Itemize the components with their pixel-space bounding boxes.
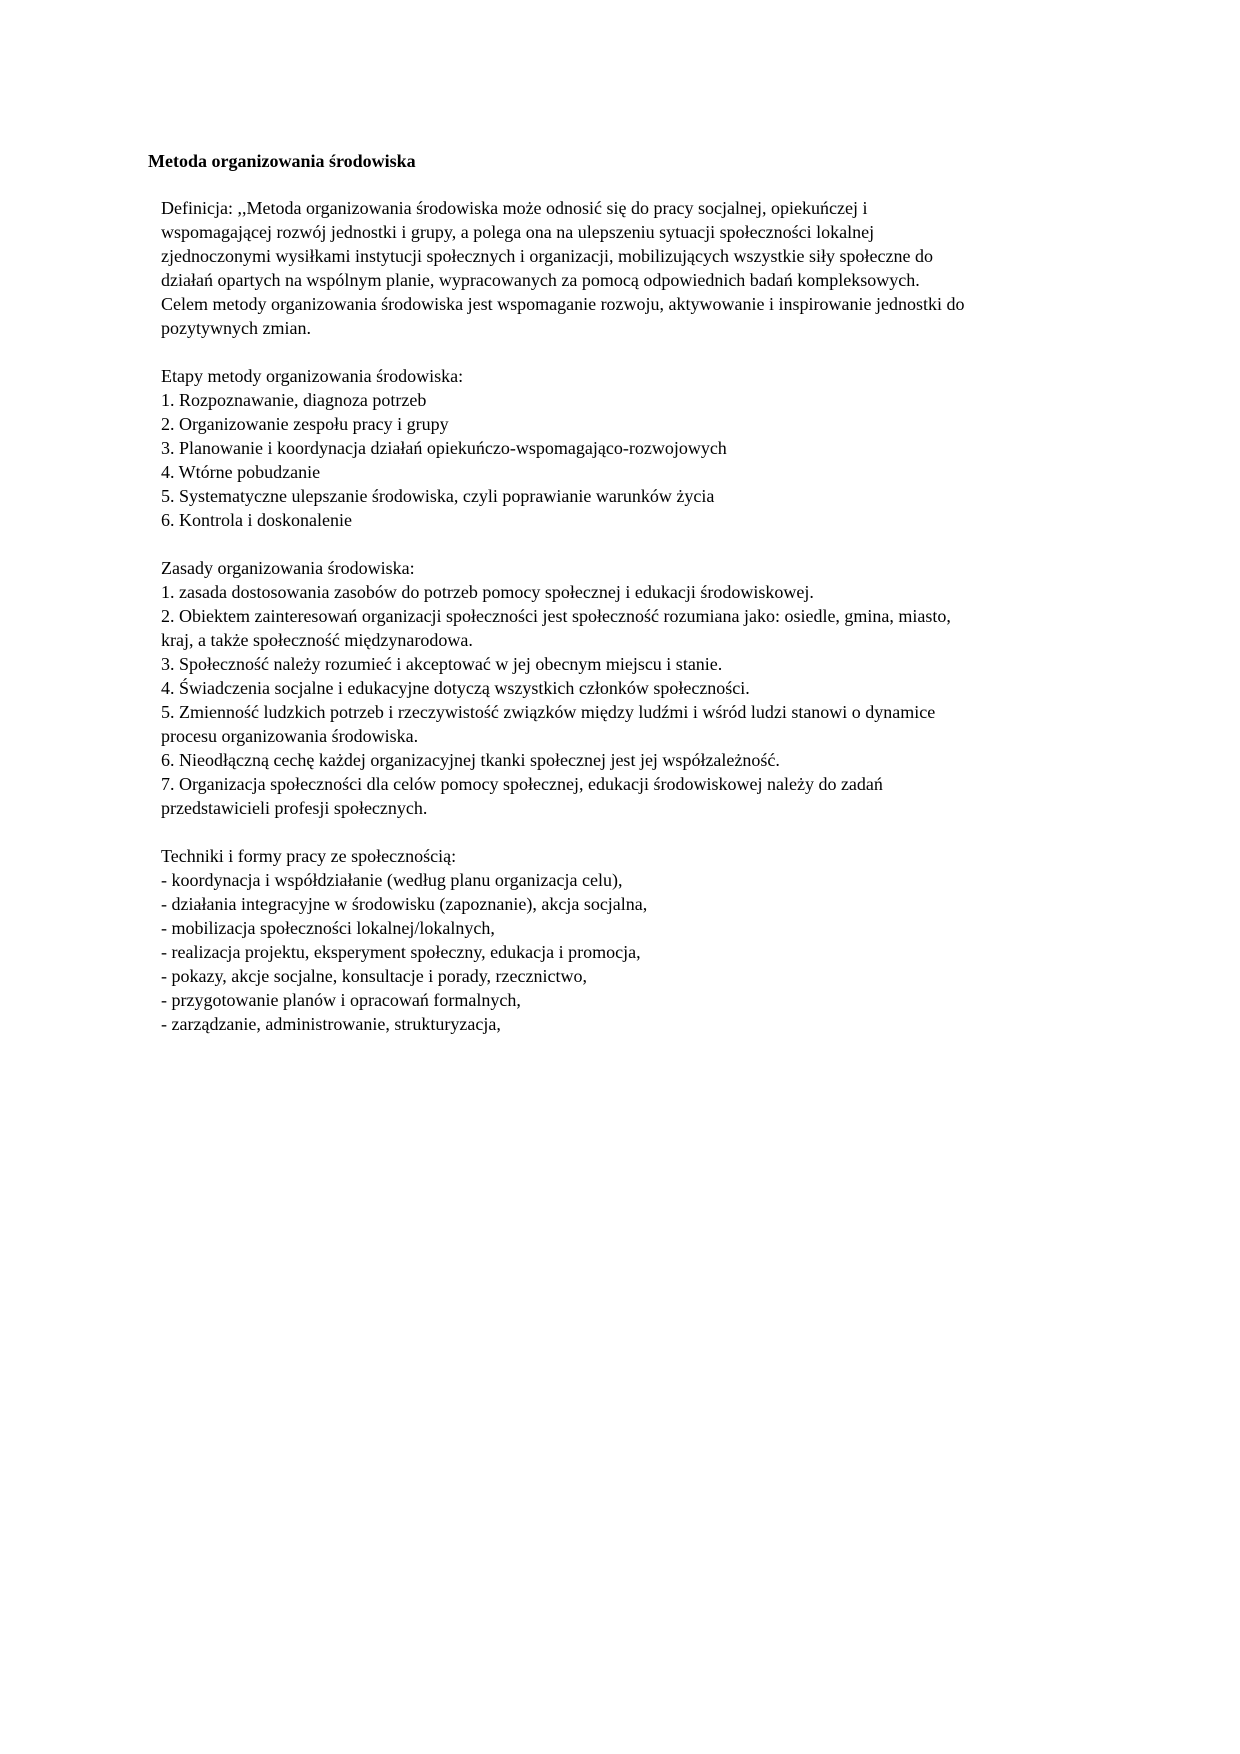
principle-line: 5. Zmienność ludzkich potrzeb i rzeczywistość związków między ludźmi i wśród ludzi stanowi o dynamice	[161, 702, 936, 722]
definition-paragraph	[161, 196, 1111, 340]
paragraph-gap	[161, 532, 1111, 556]
principles-section	[161, 556, 1111, 820]
principle-line: 1. zasada dostosowania zasobów do potrzeb pomocy społecznej i edukacji środowiskowej.	[161, 582, 814, 602]
definition-line: pozytywnych zmian.	[161, 318, 311, 338]
definition-line: działań opartych na wspólnym planie, wypracowanych za pomocą odpowiednich badań kompleksowych.	[161, 270, 920, 290]
technique-item: - mobilizacja społeczności lokalnej/lokalnych,	[161, 918, 495, 938]
technique-item: - realizacja projektu, eksperyment społeczny, edukacja i promocja,	[161, 942, 641, 962]
definition-line: wspomagającej rozwój jednostki i grupy, a polega ona na ulepszeniu sytuacji społeczności lokalnej	[161, 222, 875, 242]
technique-item: - zarządzanie, administrowanie, strukturyzacja,	[161, 1014, 501, 1034]
stage-item: 5. Systematyczne ulepszanie środowiska, czyli poprawianie warunków życia	[161, 486, 715, 506]
stage-item: 3. Planowanie i koordynacja działań opiekuńczo-wspomagająco-rozwojowych	[161, 438, 727, 458]
document-body	[161, 196, 1111, 1036]
technique-item: - działania integracyjne w środowisku (zapoznanie), akcja socjalna,	[161, 894, 648, 914]
principle-line: kraj, a także społeczność międzynarodowa.	[161, 630, 473, 650]
paragraph-gap	[161, 820, 1111, 844]
technique-item: - koordynacja i współdziałanie (według planu organizacja celu),	[161, 870, 623, 890]
definition-line: Celem metody organizowania środowiska jest wspomaganie rozwoju, aktywowanie i inspirowanie jednostki do	[161, 294, 965, 314]
document-title: Metoda organizowania środowiska	[148, 151, 416, 171]
principle-line: 6. Nieodłączną cechę każdej organizacyjnej tkanki społecznej jest jej współzależność.	[161, 750, 780, 770]
principle-line: 7. Organizacja społeczności dla celów pomocy społecznej, edukacji środowiskowej należy do zadań	[161, 774, 883, 794]
stage-item: 1. Rozpoznawanie, diagnoza potrzeb	[161, 390, 427, 410]
principle-line: 3. Społeczność należy rozumieć i akceptować w jej obecnym miejscu i stanie.	[161, 654, 723, 674]
principle-line: przedstawicieli profesji społecznych.	[161, 798, 428, 818]
stage-item: 4. Wtórne pobudzanie	[161, 462, 321, 482]
stage-item: 2. Organizowanie zespołu pracy i grupy	[161, 414, 449, 434]
stages-section	[161, 364, 1111, 532]
technique-item: - przygotowanie planów i opracowań formalnych,	[161, 990, 521, 1010]
stage-item: 6. Kontrola i doskonalenie	[161, 510, 352, 530]
principle-line: procesu organizowania środowiska.	[161, 726, 419, 746]
principles-heading: Zasady organizowania środowiska:	[161, 558, 415, 578]
stages-heading: Etapy metody organizowania środowiska:	[161, 366, 464, 386]
techniques-heading: Techniki i formy pracy ze społecznością:	[161, 846, 457, 866]
paragraph-gap	[161, 340, 1111, 364]
principle-line: 4. Świadczenia socjalne i edukacyjne dotyczą wszystkich członków społeczności.	[161, 678, 750, 698]
technique-item: - pokazy, akcje socjalne, konsultacje i porady, rzecznictwo,	[161, 966, 587, 986]
principle-line: 2. Obiektem zainteresowań organizacji społeczności jest społeczność rozumiana jako: osiedle, gmina, miasto,	[161, 606, 951, 626]
definition-line: Definicja: ,,Metoda organizowania środowiska może odnosić się do pracy socjalnej, opiekuńczej i	[161, 198, 868, 218]
techniques-section	[161, 844, 1111, 1036]
definition-line: zjednoczonymi wysiłkami instytucji społecznych i organizacji, mobilizujących wszystkie siły społeczne do	[161, 246, 933, 266]
